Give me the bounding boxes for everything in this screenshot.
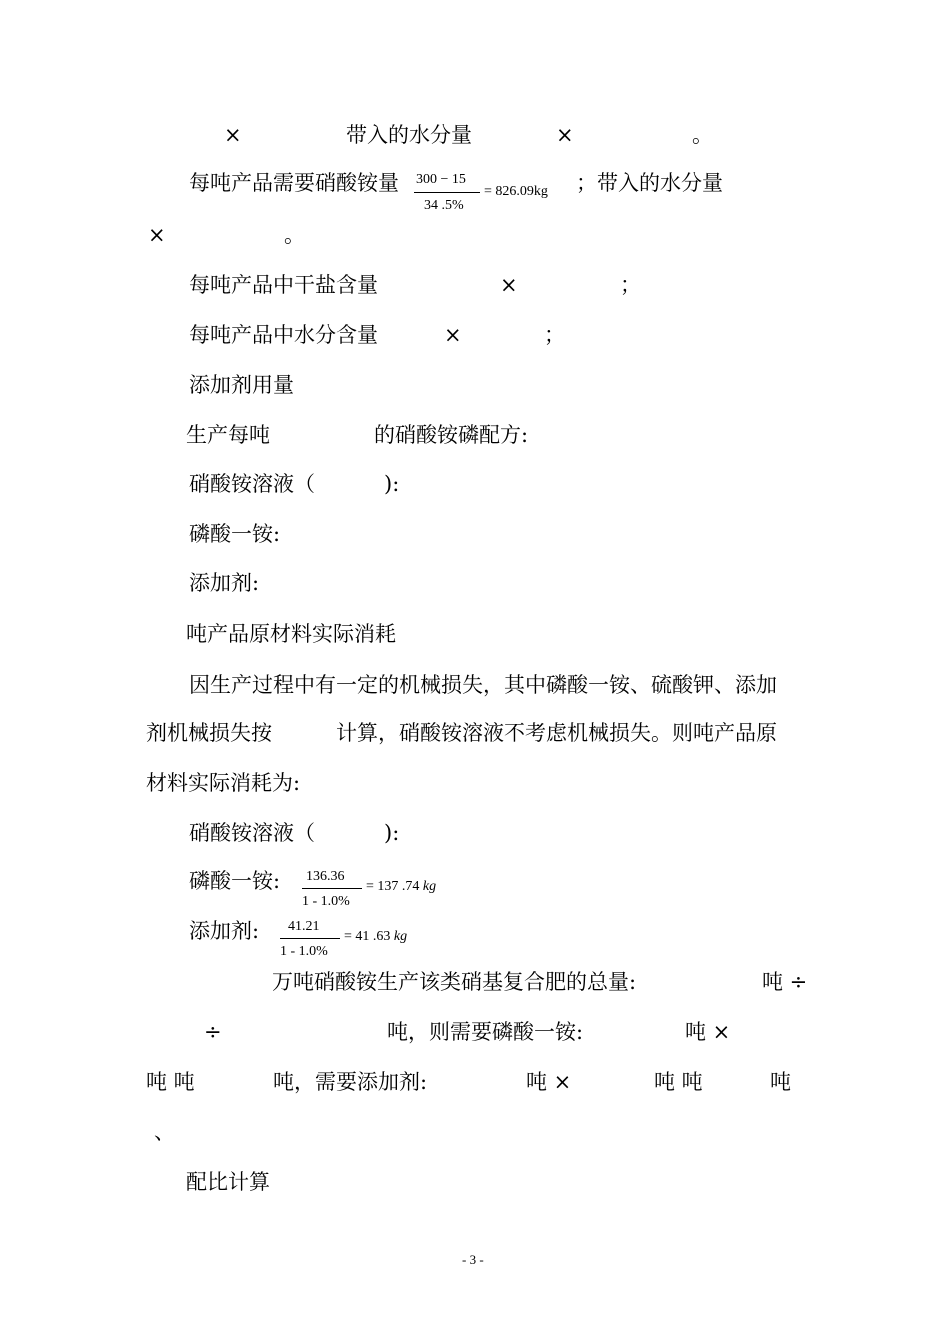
formula-denominator: 1 - 1.0% <box>280 944 328 959</box>
formula-numerator: 41.21 <box>288 919 320 934</box>
multiply-sign: × <box>444 323 462 347</box>
fraction-bar <box>280 938 340 939</box>
total-output-label: 万吨硝酸铵生产该类硝基复合肥的总量: <box>272 970 637 994</box>
ratio-calculation-heading: 配比计算 <box>186 1170 270 1194</box>
semicolon: ； <box>544 323 565 347</box>
ton-multiply: 吨 × <box>685 1020 731 1044</box>
additive-requirement-label: 吨，需要添加剂: <box>273 1070 428 1094</box>
paragraph-line: 材料实际消耗为: <box>146 771 301 795</box>
ton-ton: 吨 吨 <box>146 1070 195 1094</box>
formula-result-unit: kg <box>393 929 408 944</box>
ammonium-nitrate-per-ton-label: 每吨产品需要硝酸铵量 <box>189 171 399 195</box>
enumeration-comma: 、 <box>154 1120 175 1144</box>
formula-result-value: = 137 .74 <box>366 879 423 894</box>
fraction-bar <box>414 192 480 193</box>
period: 。 <box>284 223 305 247</box>
formula-result-value: = 41 .63 <box>344 929 394 944</box>
closing-paren: ): <box>384 472 400 496</box>
formula-intro-label: 生产每吨 <box>186 423 270 447</box>
additive-label: 添加剂: <box>189 919 260 943</box>
ammonium-nitrate-solution-label: 硝酸铵溶液（ <box>189 472 315 496</box>
paragraph-line: 计算，硝酸铵溶液不考虑机械损失。则吨产品原 <box>336 721 777 745</box>
formula-numerator: 136.36 <box>306 869 345 884</box>
formula-result: = 826.09kg <box>484 184 548 199</box>
ton-multiply: 吨 × <box>526 1070 572 1094</box>
ton: 吨 <box>770 1070 791 1094</box>
additive-amount-heading: 添加剂用量 <box>189 373 294 397</box>
formula-denominator: 34 .5% <box>424 198 464 213</box>
paragraph-line: 剂机械损失按 <box>146 721 272 745</box>
water-amount-label: 带入的水分量 <box>346 123 472 147</box>
ton-divide: 吨 ÷ <box>762 970 808 994</box>
water-content-label: 每吨产品中水分含量 <box>189 323 378 347</box>
formula-denominator: 1 - 1.0% <box>302 894 350 909</box>
closing-paren: ): <box>384 821 400 845</box>
formula-result <box>344 929 407 945</box>
formula-intro-label: 的硝酸铵磷配方: <box>374 423 529 447</box>
water-amount-label: ；带入的水分量 <box>576 171 723 195</box>
period: 。 <box>692 123 713 147</box>
ammonium-nitrate-solution-label: 硝酸铵溶液（ <box>189 821 315 845</box>
multiply-sign: × <box>224 123 242 147</box>
formula-result-unit: kg <box>422 879 437 894</box>
section-heading: 吨产品原材料实际消耗 <box>186 622 396 646</box>
paragraph-line: 因生产过程中有一定的机械损失，其中磷酸一铵、硫酸钾、添加 <box>189 673 777 697</box>
multiply-sign: × <box>500 273 518 297</box>
multiply-sign: × <box>148 223 166 247</box>
divide-sign: ÷ <box>204 1020 222 1044</box>
page-number: - 3 - <box>462 1252 484 1267</box>
map-requirement-label: 吨，则需要磷酸一铵: <box>387 1020 584 1044</box>
formula-result <box>366 879 436 895</box>
ton-ton: 吨 吨 <box>654 1070 703 1094</box>
dry-salt-label: 每吨产品中干盐含量 <box>189 273 378 297</box>
additive-label: 添加剂: <box>189 571 260 595</box>
formula-numerator: 300 − 15 <box>416 172 466 187</box>
fraction-bar <box>302 888 362 889</box>
semicolon: ； <box>620 273 641 297</box>
multiply-sign: × <box>556 123 574 147</box>
map-label: 磷酸一铵: <box>189 869 281 893</box>
map-label: 磷酸一铵: <box>189 522 281 546</box>
